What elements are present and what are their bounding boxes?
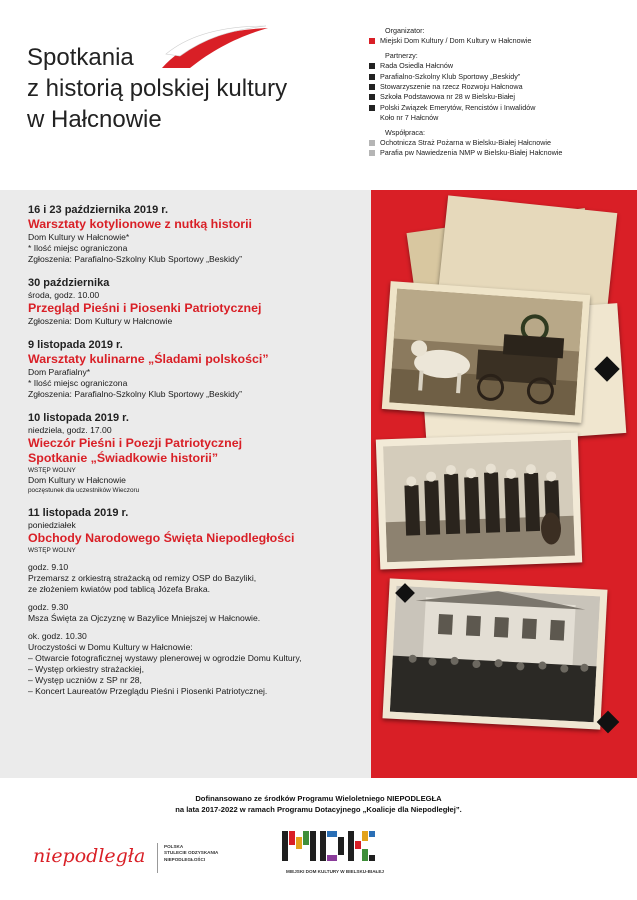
- photo-horse-carriage: [382, 281, 590, 423]
- niepodlegla-caption: [164, 844, 218, 863]
- title-line-1: Spotkania: [27, 44, 134, 71]
- photo-orchestra: [376, 433, 582, 570]
- cooperation-item: Parafia pw Nawiedzenia NMP w Bielsku-Białej Hałcnowie: [368, 148, 633, 158]
- niepodlegla-logo: [33, 843, 223, 875]
- free-entry-note: WSTĘP WOLNY: [28, 547, 76, 554]
- event-4: [28, 411, 373, 495]
- event-line: Zgłoszenia: Parafialno-Szkolny Klub Sportowy „Beskidy”: [28, 254, 242, 264]
- schedule-line: – Występ uczniów z SP nr 28,: [28, 675, 142, 685]
- caption-line: STULECIE ODZYSKANIA: [164, 850, 219, 856]
- event-note: poczęstunek dla uczestników Wieczoru: [28, 487, 140, 494]
- event-line: Zgłoszenia: Parafialno-Szkolny Klub Sportowy „Beskidy”: [28, 389, 242, 399]
- event-time: niedziela, godz. 17.00: [28, 425, 112, 435]
- niepodlegla-script: niepodległa: [33, 845, 146, 867]
- event-date: 30 października: [28, 277, 110, 289]
- event-line: Zgłoszenia: Dom Kultury w Hałcnowie: [28, 316, 173, 326]
- event-place: Dom Kultury w Hałcnowie: [28, 475, 126, 485]
- organizers-panel: [368, 26, 633, 159]
- mdk-letter-grid: [282, 831, 382, 861]
- organizer-label: Organizator:: [385, 26, 425, 35]
- schedule-line: Przemarsz z orkiestrą strażacką od remizy OSP do Bazyliki,: [28, 573, 257, 583]
- event-line: Dom Parafialny*: [28, 367, 91, 377]
- partner-item: Szkoła Podstawowa nr 28 w Bielsku-Białej: [368, 92, 633, 102]
- event-time: poniedziałek: [28, 520, 76, 530]
- event-title: Wieczór Pieśni i Poezji Patriotycznej: [28, 436, 243, 450]
- crowd-building-image: [390, 586, 600, 723]
- event-line: * Ilość miejsc ograniczona: [28, 243, 128, 253]
- event-line: * Ilość miejsc ograniczona: [28, 378, 128, 388]
- partner-item-continued: Koło nr 7 Hałcnów: [380, 113, 439, 123]
- caption-line: POLSKA: [164, 844, 184, 849]
- cooperation-label: Współpraca:: [385, 127, 425, 137]
- funding-line-1: Dofinansowano ze środków Programu Wieloletniego NIEPODLEGŁA: [195, 794, 442, 803]
- event-title: Obchody Narodowego Święta Niepodległości: [28, 531, 295, 545]
- event-date: 9 listopada 2019 r.: [28, 339, 123, 351]
- schedule-line: ze złożeniem kwiatów pod tablicą Józefa Braka.: [28, 584, 210, 594]
- schedule-line: – Występ orkiestry strażackiej,: [28, 664, 144, 674]
- event-date: 16 i 23 października 2019 r.: [28, 204, 169, 216]
- event-time: środa, godz. 10.00: [28, 290, 100, 300]
- free-entry-note: WSTĘP WOLNY: [28, 467, 76, 474]
- organizer-item: Miejski Dom Kultury / Dom Kultury w Hałcnowie: [368, 36, 633, 46]
- event-2: [28, 276, 373, 327]
- title-line-3: w Hałcnowie: [27, 106, 162, 133]
- title-line-2: z historią polskiej kultury: [27, 75, 288, 102]
- schedule-time: godz. 9.30: [28, 602, 69, 612]
- partner-item: Parafialno-Szkolny Klub Sportowy „Beskidy”: [368, 72, 633, 82]
- event-5: [28, 506, 373, 697]
- schedule-line: Uroczystości w Domu Kultury w Hałcnowie:: [28, 642, 193, 652]
- mdk-mosaic-icon: [282, 831, 382, 861]
- event-title: Warsztaty kotylionowe z nutką historii: [28, 217, 252, 231]
- event-line: Dom Kultury w Hałcnowie*: [28, 232, 130, 242]
- event-title: Warsztaty kulinarne „Śladami polskości”: [28, 352, 269, 366]
- header: [0, 0, 637, 190]
- logo-divider: [157, 843, 158, 873]
- partner-item: Rada Osiedla Hałcnów: [368, 61, 633, 71]
- photo-crowd-building: [382, 578, 607, 729]
- cooperation-item: Ochotnicza Straż Pożarna w Bielsku-Białej Hałcnowie: [368, 138, 633, 148]
- schedule-line: – Koncert Laureatów Przeglądu Pieśni i Piosenki Patriotycznej.: [28, 686, 268, 696]
- funding-note: [0, 793, 637, 815]
- event-title: Przegląd Pieśni i Piosenki Patriotycznej: [28, 301, 262, 315]
- funding-line-2: na lata 2017-2022 w ramach Programu Dotacyjnego „Koalicje dla Niepodległej”.: [175, 805, 462, 814]
- event-subtitle: Spotkanie „Świadkowie historii”: [28, 451, 219, 465]
- orchestra-image: [383, 440, 575, 562]
- historic-photos-collage: [372, 200, 637, 740]
- event-date: 11 listopada 2019 r.: [28, 507, 129, 519]
- event-3: [28, 338, 373, 400]
- horse-carriage-image: [389, 289, 582, 416]
- mdk-caption: MIEJSKI DOM KULTURY W BIELSKU-BIAŁEJ: [286, 869, 384, 874]
- schedule-line: Msza Święta za Ojczyznę w Bazylice Mniejszej w Hałcnowie.: [28, 613, 261, 623]
- event-date: 10 listopada 2019 r.: [28, 412, 129, 424]
- flag-swoosh-icon: [160, 24, 270, 70]
- mdk-logo: [270, 831, 400, 881]
- schedule-line: – Otwarcie fotograficznej wystawy plenerowej w ogrodzie Domu Kultury,: [28, 653, 302, 663]
- event-1: [28, 203, 373, 265]
- schedule-time: ok. godz. 10.30: [28, 631, 87, 641]
- schedule-time: godz. 9.10: [28, 562, 69, 572]
- partner-item: Stowarzyszenie na rzecz Rozwoju Hałcnowa: [368, 82, 633, 92]
- caption-line: NIEPODLEGŁOŚCI: [164, 856, 206, 862]
- partners-label: Partnerzy:: [385, 50, 418, 60]
- events-list: [28, 203, 373, 708]
- partner-item: Polski Związek Emerytów, Rencistów i Inwalidów: [368, 103, 633, 113]
